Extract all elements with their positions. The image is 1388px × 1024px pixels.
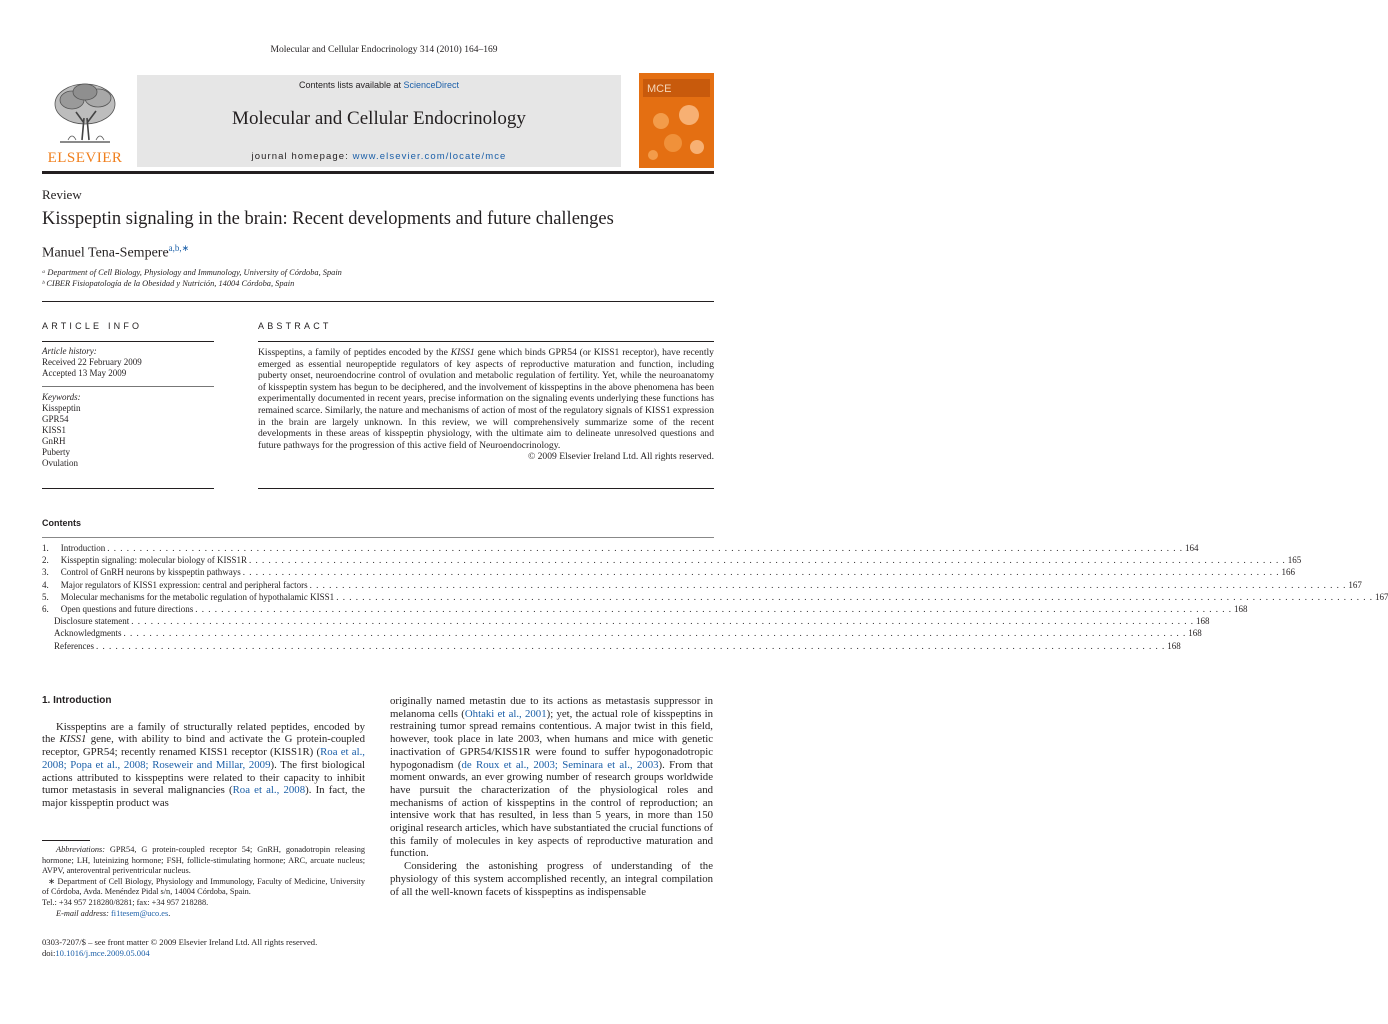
keywords [42,392,214,469]
history-label: Article history: [42,346,97,356]
toc-title[interactable]: Introduction [60,543,106,553]
affiliation-b: ᵇ CIBER Fisiopatología de la Obesidad y Nutrición, 14004 Córdoba, Spain [42,279,295,288]
elsevier-tree-icon [40,78,130,150]
intro-paragraph-2 [390,695,713,860]
toc-page: 168 [1188,628,1202,639]
contact-phone: Tel.: +34 957 218280/8281; fax: +34 957 218288. [42,897,209,907]
toc-number: 6. [42,603,49,614]
toc-title[interactable]: Molecular mechanisms for the metabolic regulation of hypothalamic KISS1 [60,591,335,602]
email-footnote [42,909,365,920]
citation-link[interactable]: Roa et al., 2008 [232,784,306,797]
toc-leader: . . . . . . . . . . . . . . . . . . . . . . . . . . . . . . . . . . . . . . . . . . . . . . . . . . . . . . . . . . . . . . . . . . . . . . . . . . . . . . . . . . . . . . . . . . . . . . . . . . . . . . . . . . . . . . . . . . . . . . . . . . . . . . . . . . . . . . . . . . . . . . . . . . . . . . . . . . . . . . . . . . . . . [95,640,1166,651]
abstract-rule [258,341,714,342]
copyright-line: 0303-7207/$ – see front matter © 2009 Elsevier Ireland Ltd. All rights reserved. [42,937,318,947]
imprint [42,937,317,959]
article-type: Review [42,187,82,202]
toc-page: 168 [1233,603,1248,614]
affiliation-a: ᵃ Department of Cell Biology, Physiology and Immunology, University of Córdoba, Spain [42,268,342,277]
abstract-gene: KISS1 [450,347,475,358]
keyword-item: Kisspeptin [42,403,81,413]
email-end: . [168,908,171,918]
abstract-copyright: © 2009 Elsevier Ireland Ltd. All rights reserved. [527,451,714,463]
abstract-text: gene which binds GPR54 (or KISS1 receptor), have recently emerged as essential neuropeptide regulators of key aspects of reproductive maturation and function, including puberty onset, neuroendocrine control of ovulation and metabolic regulation of fertility. Yet, while the neuroanatomy of kisspeptin system has begun to be deciphered, and the involvement of kisspeptins in the above phenomena has been experimentally documented in recent years, precise information on the signaling events underlying these functions has remained scarce. Similarly, the nature and mechanisms of action of most of the regulatory signals of KISS1 expression in the brain are largely unknown. In this review, we will comprehensively summarize some of the recent developments in these areas of kisspeptin physiology, with the ultimate aim to delineate unresolved questions and future pathways for the progression of this active field of Neuroendocrinology. [258,347,714,451]
toc-page: 164 [1185,543,1199,553]
citation-link[interactable]: Ohtaki et al., 2001 [464,707,547,720]
toc-leader: . . . . . . . . . . . . . . . . . . . . . . . . . . . . . . . . . . . . . . . . . . . . . . . . . . . . . . . . . . . . . . . . . . . . . . . . . . . . . . . . . . . . . . . . . . . . . . . . . . . . . . . . . . . . . . . . . . . . . . . . . . . . . . . . . . . . . . . . . . . . . . . . . . . . . . . . . . . . . . . . . . . . [131,616,1194,627]
body-text: gene, with ability to bind and activate the G protein-coupled receptor, GPR54; recently renamed KISS1 receptor (KISS1R) ( [42,733,365,759]
received-date: Received 22 February 2009 [42,357,142,367]
running-head: Molecular and Cellular Endocrinology 314 (2010) 164–169 [270,45,498,55]
cover-art-icon [639,73,714,168]
doi-label: doi: [42,948,56,959]
homepage-label: journal homepage: [251,151,353,162]
keyword-item: Ovulation [42,458,78,468]
intro-paragraph-3: Considering the astonishing progress of understanding of the physiology of this system accomplished recently, an integral compilation of all the well-known facets of kisspeptins as indispensable [390,860,713,898]
corresponding-author-footnote: ∗ Department of Cell Biology, Physiology and Immunology, Faculty of Medicine, University of Córdoba, Avda. Menéndez Pidal s/n, 14004 Córdoba, Spain. [42,876,365,897]
publisher-name: ELSEVIER [47,150,123,166]
toc-entry[interactable] [42,579,1362,591]
author-affiliation-marks[interactable]: a,b,∗ [168,243,190,253]
keyword-item: GPR54 [42,414,69,424]
abstract-heading: ABSTRACT [258,321,332,331]
author-text: Manuel Tena-Sempere [42,245,169,261]
toc-leader: . . . . . . . . . . . . . . . . . . . . . . . . . . . . . . . . . . . . . . . . . . . . . . . . . . . . . . . . . . . . . . . . . . . . . . . . . . . . . . . . . . . . . . . . . . . . . . . . . . . . . . . . . . . . . . . . . . . . . . . . . . . . . . . . . . . . . . . . . . . . . . . . . . . . . . . . . . . . . . . . . . . . [123,628,1187,639]
toc-leader: . . . . . . . . . . . . . . . . . . . . . . . . . . . . . . . . . . . . . . . . . . . . . . . . . . . . . . . . . . . . . . . . . . . . . . . . . . . . . . . . . . . . . . . . . . . . . . . . . . . . . . . . . . . . . . . . . . . . . . . . . . . . . . . . . . . . . . . . . . . . . . . . . . . . . . . . . . . . . . . . [242,567,1280,578]
abbreviations-label: Abbreviations: [56,845,106,854]
toc-page: 166 [1281,567,1295,578]
body-text: ); yet, the actual role of kisspeptins in restraining tumor spread remains contentious. A major twist in this field, however, took place in late 2003, when humans and mice with genetic inactivation of GPR54/KISS1R were found to suffer hypogonadotropic hypogonadism ( [390,707,714,771]
journal-homepage [137,151,621,162]
abbreviations-text: GPR54, G protein-coupled receptor 54; GnRH, gonadotropin releasing hormone; LH, luteinizing hormone; FSH, follicle-stimulating hormone; ARC, arcuate nucleus; AVPV, anteroventral periventricular nucleus. [42,845,365,876]
doi-link[interactable]: 10.1016/j.mce.2009.05.004 [55,948,150,959]
toc-title[interactable]: Acknowledgments [54,628,122,639]
cover-label: MCE [647,83,672,95]
citation-link[interactable]: Roa et al., 2008; Popa et al., 2008; Roseweir and Millar, 2009 [42,746,365,771]
contents-available-label: Contents lists available at [298,80,404,90]
toc-page: 167 [1374,591,1388,602]
article-history [42,346,214,379]
toc-title[interactable]: Control of GnRH neurons by kisspeptin pathways [60,567,241,578]
masthead-rule [42,171,714,174]
toc-number: 2. [42,555,49,566]
body-text: ). The first biological actions attributed to kisspeptins were related to their capacity to inhibit tumor metastasis in several malignancies ( [42,758,365,797]
toc-page: 165 [1287,555,1302,566]
toc-leader: . . . . . . . . . . . . . . . . . . . . . . . . . . . . . . . . . . . . . . . . . . . . . . . . . . . . . . . . . . . . . . . . . . . . . . . . . . . . . . . . . . . . . . . . . . . . . . . . . . . . . . . . . . . . . . . . . . . . . . . . . . . . . . . . . . . . . . . . . . . . . . . . . . . . . . . . . . . . . . . . [336,591,1373,602]
homepage-link[interactable]: www.elsevier.com/locate/mce [352,151,507,162]
article-info-heading: ARTICLE INFO [42,321,143,331]
toc-title[interactable]: Open questions and future directions [60,603,194,614]
contents-available [137,80,621,90]
body-text: originally named metastin due to its actions as metastasis suppressor in melanoma cells ( [390,695,713,720]
toc-entry[interactable] [42,627,1202,639]
email-link[interactable]: fi1tesem@uco.es [111,908,169,918]
footnote-rule [42,840,90,841]
body-text: ). In fact, the major kisspeptin product was [42,784,365,809]
article-title: Kisspeptin signaling in the brain: Recent developments and future challenges [42,209,614,229]
gene-name: KISS1 [59,733,87,746]
toc-title[interactable]: Kisspeptin signaling: molecular biology of KISS1R [60,555,247,566]
keyword-item: GnRH [42,436,66,446]
doi-line [42,948,317,959]
footnotes [42,845,365,919]
toc-title[interactable]: Disclosure statement [54,616,130,627]
body-column-right [390,695,713,898]
abstract-text: Kisspeptins, a family of peptides encoded by the [258,347,451,358]
title-divider [42,301,714,302]
toc-entry[interactable] [42,566,1295,578]
toc-number: 3. [42,567,49,578]
toc-page: 168 [1195,616,1210,627]
toc-entry[interactable] [42,603,1248,615]
article-info-rule [42,341,214,342]
abstract-body [258,347,714,463]
toc-entry[interactable] [42,615,1210,627]
toc-title[interactable]: Major regulators of KISS1 expression: central and peripheral factors [60,579,308,590]
journal-cover-image [639,73,714,168]
contents-rule [42,537,714,538]
citation-link[interactable]: de Roux et al., 2003; Seminara et al., 2003 [461,758,659,771]
table-of-contents [42,542,1388,652]
keywords-rule [42,488,214,489]
toc-entry[interactable] [42,554,1302,566]
body-text: Kisspeptins are a family of structurally related peptides, encoded by the [42,720,365,746]
keyword-item: Puberty [42,447,70,457]
toc-entry[interactable] [42,542,1199,554]
toc-title[interactable]: References [54,640,94,651]
body-text: ). From that moment onwards, an ever growing number of research groups worldwide have pursuit the characterization of the physiological roles and mechanisms of action of kisspeptins in the control of reproduction; an intensive work that has resulted, in less than 5 years, in more than 150 original research articles, which have substantiated the crucial functions of this family of molecules in key aspects of reproductive maturation and function. [390,758,714,860]
abstract-bottom-rule [258,488,714,489]
toc-entry[interactable] [42,591,1388,603]
toc-leader: . . . . . . . . . . . . . . . . . . . . . . . . . . . . . . . . . . . . . . . . . . . . . . . . . . . . . . . . . . . . . . . . . . . . . . . . . . . . . . . . . . . . . . . . . . . . . . . . . . . . . . . . . . . . . . . . . . . . . . . . . . . . . . . . . . . . . . . . . . . . . . . . . . . . . . . . . . . . . . . . [249,555,1286,566]
keywords-label: Keywords: [42,392,81,402]
contents-heading: Contents [42,518,81,528]
accepted-date: Accepted 13 May 2009 [42,368,127,378]
section-heading-introduction: 1. Introduction [42,695,112,706]
toc-leader: . . . . . . . . . . . . . . . . . . . . . . . . . . . . . . . . . . . . . . . . . . . . . . . . . . . . . . . . . . . . . . . . . . . . . . . . . . . . . . . . . . . . . . . . . . . . . . . . . . . . . . . . . . . . . . . . . . . . . . . . . . . . . . . . . . . . . . . . . . . . . . . . . . . . . . . . . . . . . . . . [309,579,1347,590]
sciencedirect-link[interactable]: ScienceDirect [403,80,460,90]
abbreviations-footnote [42,845,365,877]
toc-leader: . . . . . . . . . . . . . . . . . . . . . . . . . . . . . . . . . . . . . . . . . . . . . . . . . . . . . . . . . . . . . . . . . . . . . . . . . . . . . . . . . . . . . . . . . . . . . . . . . . . . . . . . . . . . . . . . . . . . . . . . . . . . . . . . . . . . . . . . . . . . . . . . . . . . . . . . . . . . . . . . [195,603,1232,614]
toc-number: 4. [42,579,49,590]
toc-number: 5. [42,591,49,602]
author-name [42,243,189,262]
email-label: E-mail address: [56,908,109,918]
body-column-left [42,695,365,810]
toc-number: 1. [42,543,49,553]
toc-leader: . . . . . . . . . . . . . . . . . . . . . . . . . . . . . . . . . . . . . . . . . . . . . . . . . . . . . . . . . . . . . . . . . . . . . . . . . . . . . . . . . . . . . . . . . . . . . . . . . . . . . . . . . . . . . . . . . . . . . . . . . . . . . . . . . . . . . . . . . . . . . . . . . . . . . . . . . . . . . . . . . . . . . . [107,543,1183,553]
intro-paragraph-1 [42,721,365,810]
history-rule [42,386,214,387]
toc-entry[interactable] [42,640,1181,652]
toc-page: 167 [1348,579,1362,590]
journal-title: Molecular and Cellular Endocrinology [232,108,526,129]
toc-page: 168 [1167,640,1181,651]
keyword-item: KISS1 [42,425,67,435]
